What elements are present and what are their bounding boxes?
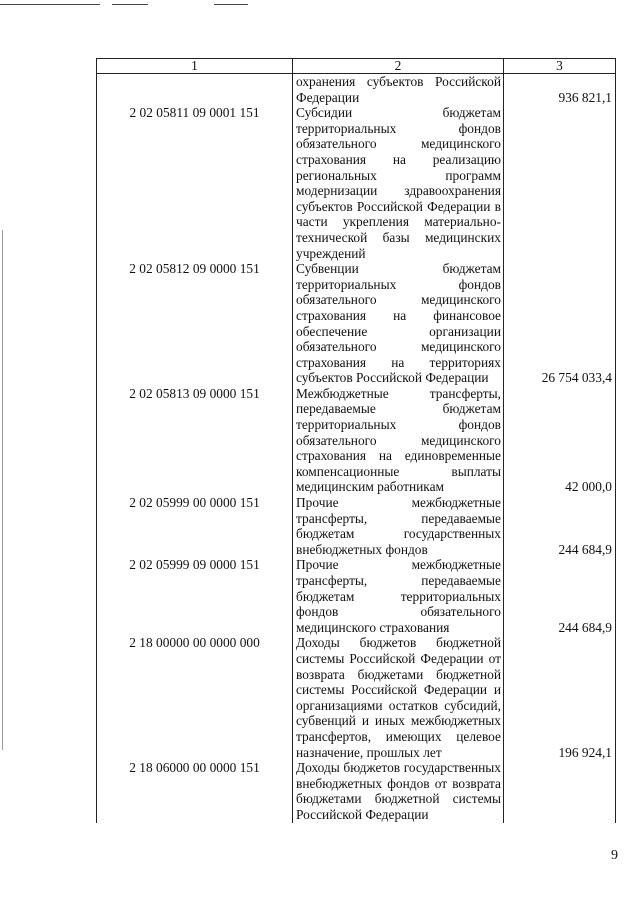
row-code: 2 02 05812 09 0000 151 — [97, 261, 293, 386]
row-amount: 244 684,9 — [504, 557, 616, 635]
row-code: 2 18 00000 00 0000 000 — [97, 635, 293, 760]
row-amount: 244 684,9 — [504, 495, 616, 557]
row-code: 2 18 06000 00 0000 151 — [97, 760, 293, 822]
row-amount: 26 754 033,4 — [504, 261, 616, 386]
row-description: Субсидии бюджетам территориальных фондов обязательного медицинского страхования на реализацию региональных программ модернизации здравоохранения субъектов Российской Федерации в части укрепления материально-технической базы медицинских учреждений — [293, 105, 504, 261]
table-row — [97, 495, 616, 557]
scan-artifact-line — [214, 4, 248, 5]
table-row — [97, 386, 616, 495]
row-description: охранения субъектов Российской Федерации — [293, 74, 504, 106]
scan-artifact-line — [0, 4, 100, 5]
column-header-3: 3 — [504, 59, 616, 74]
row-description: Доходы бюджетов государственных внебюджетных фондов от возврата бюджетами бюджетной системы Российской Федерации — [293, 760, 504, 822]
row-code: 2 02 05999 09 0000 151 — [97, 557, 293, 635]
column-header-2: 2 — [293, 59, 504, 74]
row-code: 2 02 05811 09 0001 151 — [97, 105, 293, 261]
row-description: Прочие межбюджетные трансферты, передаваемые бюджетам государственных внебюджетных фондов — [293, 495, 504, 557]
page-number: 9 — [611, 848, 618, 863]
budget-table — [96, 58, 616, 823]
row-description: Доходы бюджетов бюджетной системы Российской Федерации от возврата бюджетами бюджетной системы Российской Федерации и организациями остатков субсидий, субвенций и иных межбюджетных трансфертов, имеющих целевое назначение, прошлых лет — [293, 635, 504, 760]
row-amount: 936 821,1 — [504, 74, 616, 106]
table-row — [97, 74, 616, 106]
table-header-row — [97, 59, 616, 74]
table-row — [97, 261, 616, 386]
row-description: Субвенции бюджетам территориальных фондов обязательного медицинского страхования на финансовое обеспечение организации обязательного медицинского страхования на территориях субъектов Российской Федерации — [293, 261, 504, 386]
table-row — [97, 105, 616, 261]
row-amount: 196 924,1 — [504, 635, 616, 760]
scan-artifact-line — [112, 4, 148, 5]
row-code: 2 02 05813 09 0000 151 — [97, 386, 293, 495]
row-code: 2 02 05999 00 0000 151 — [97, 495, 293, 557]
row-code — [97, 74, 293, 106]
table-row — [97, 760, 616, 822]
row-description: Прочие межбюджетные трансферты, передаваемые бюджетам территориальных фондов обязательного медицинского страхования — [293, 557, 504, 635]
row-amount — [504, 760, 616, 822]
row-description: Межбюджетные трансферты, передаваемые бюджетам территориальных фондов обязательного медицинского страхования на единовременные компенсационные выплаты медицинским работникам — [293, 386, 504, 495]
row-amount — [504, 105, 616, 261]
scan-edge-mark — [2, 230, 3, 750]
row-amount: 42 000,0 — [504, 386, 616, 495]
column-header-1: 1 — [97, 59, 293, 74]
table-row — [97, 557, 616, 635]
table-row — [97, 635, 616, 760]
